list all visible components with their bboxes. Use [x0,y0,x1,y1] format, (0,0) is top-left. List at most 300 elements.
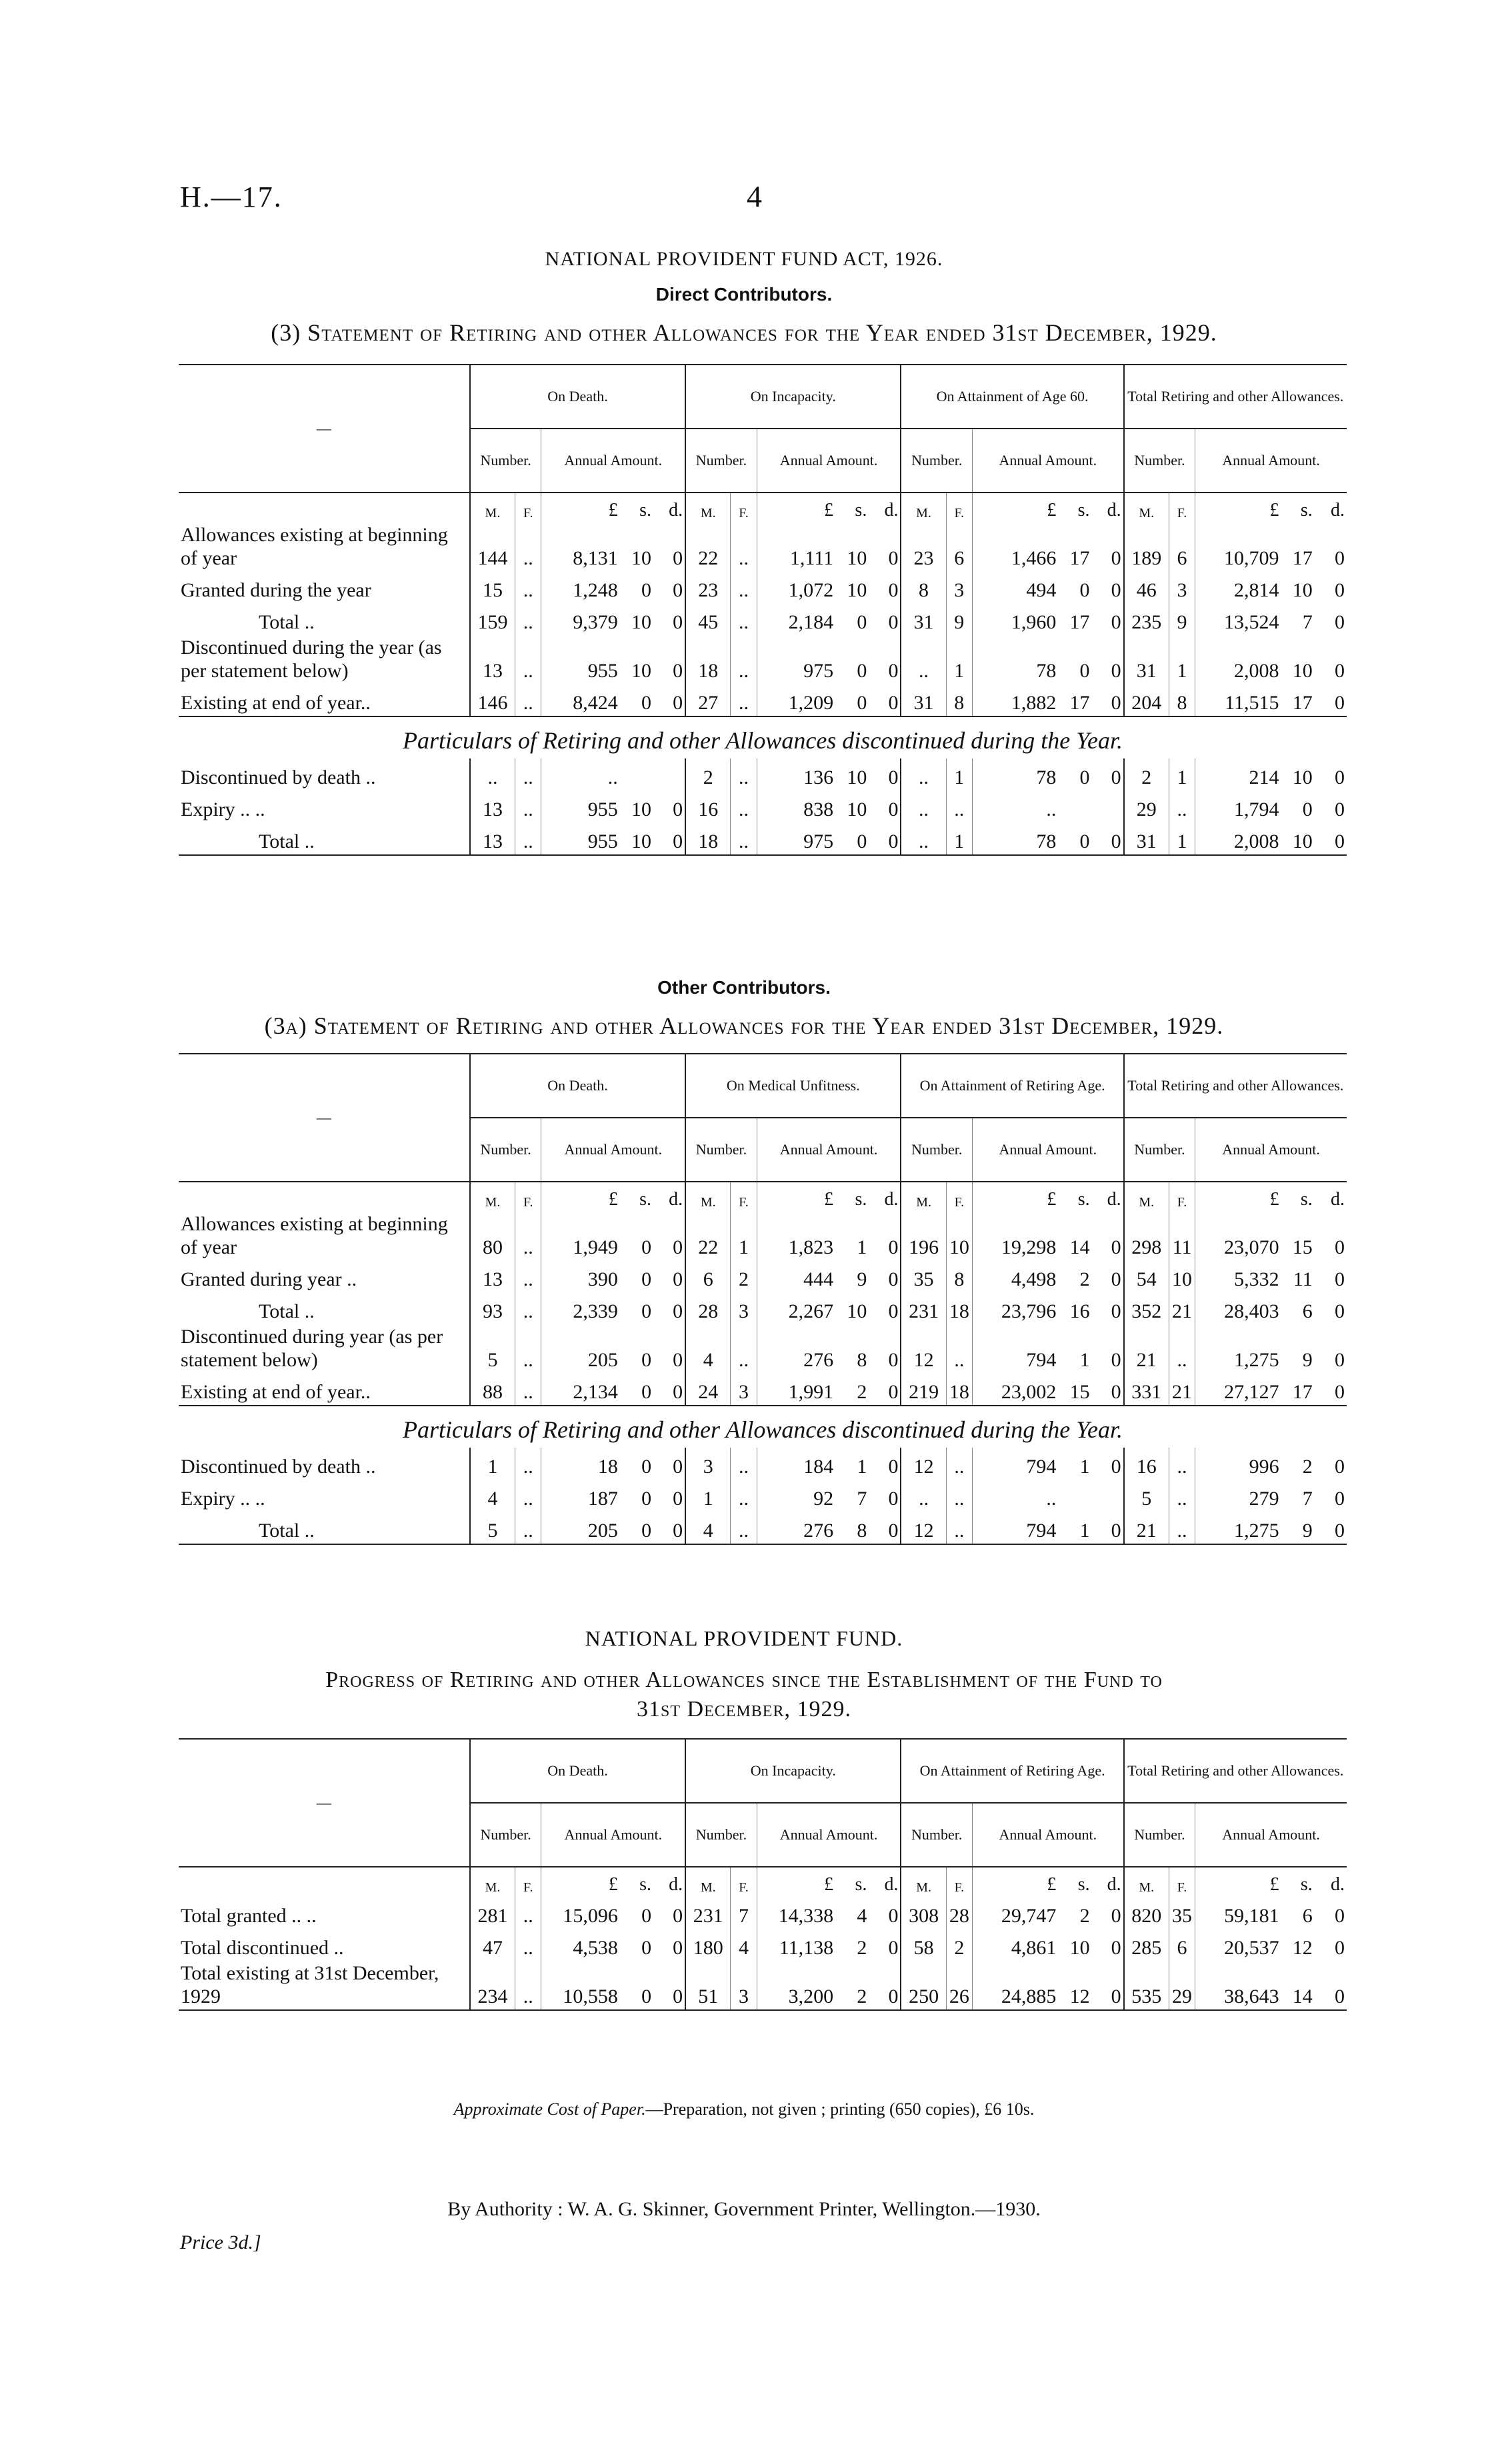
other-row-value: .. [515,1373,541,1406]
progress-row-value: 2 [857,1985,867,2007]
other-row-value: 205 [541,1324,620,1373]
other-particulars-row-value: .. [973,1480,1059,1512]
direct-row-value: 10 [847,579,867,601]
direct-row-value: 0 [673,660,683,682]
other-particulars-row [179,1448,1347,1480]
direct-row-value: 8 [946,684,972,716]
annual-amount-header: Annual Amount. [757,1803,901,1867]
other-row-value: 17 [1292,1381,1313,1403]
other-particulars-row-value: 18 [541,1448,620,1480]
direct-particulars-row-value: 0 [888,830,899,852]
unit-shillings: s. [639,1189,652,1210]
direct-row-label: Discontinued during the year (as per statement below) [181,636,442,682]
direct-row-value: 1,248 [541,571,620,603]
other-row-value: 21 [1169,1292,1195,1324]
other-particulars-row [179,1480,1347,1512]
direct-particulars-row-value: 2,008 [1195,822,1281,855]
direct-row-value: 0 [857,692,867,714]
progress-row-value: 4,861 [973,1929,1059,1961]
direct-particulars-row-value: 0 [857,830,867,852]
direct-subtitle: Direct Contributors. [655,284,833,305]
other-particulars-row-value: 21 [1124,1512,1169,1544]
direct-particulars-row-value [1092,790,1124,822]
other-row-value: 24 [685,1373,731,1406]
progress-row-label: Total granted .. .. [181,1904,317,1927]
stub-header: — [316,419,331,437]
other-particulars-row-value: 0 [673,1520,683,1542]
direct-particulars-row-value: 1 [946,822,972,855]
number-header: Number. [1124,1118,1195,1182]
direct-row [179,523,1347,571]
annual-amount-header: Annual Amount. [757,1118,901,1182]
other-row-value: 0 [1111,1349,1121,1371]
other-row-value: 1,275 [1195,1324,1281,1373]
unit-m: M. [470,493,515,523]
unit-f: F. [1169,493,1195,523]
other-particulars-row-value: 1 [685,1480,731,1512]
direct-row-value: 9 [1169,603,1195,635]
progress-row-value: 35 [1169,1897,1195,1929]
direct-row-value: 1,466 [972,523,1058,571]
progress-row-value: 0 [673,1905,683,1927]
other-particulars-row-value: 0 [888,1488,899,1510]
direct-row-value: 17 [1069,692,1090,714]
direct-row-value: 17 [1292,547,1313,569]
other-row-value: 0 [888,1268,899,1290]
unit-pound: £ [757,1867,835,1897]
progress-row-value: 2 [946,1929,972,1961]
direct-row-value: 1,960 [972,603,1058,635]
unit-shillings: s. [639,500,652,521]
other-row-value: 1,949 [541,1212,620,1260]
direct-row-value: 975 [757,635,835,684]
direct-particulars-row-value: 10 [1292,766,1313,788]
direct-particulars-row-value: 1,794 [1195,790,1281,822]
direct-particulars-row-value: 0 [1079,766,1090,788]
direct-particulars-row [179,822,1347,855]
direct-row-value: 0 [673,547,683,569]
direct-particulars-row-value: .. [515,822,541,855]
other-particulars-row-value: .. [946,1448,972,1480]
direct-row-value: 9,379 [541,603,620,635]
other-particulars-row-value: 8 [857,1520,867,1542]
other-row-value: 0 [1335,1381,1345,1403]
other-row-value: 93 [470,1292,515,1324]
direct-contributors-table [179,364,1347,856]
progress-row-value: 0 [1111,1985,1121,2007]
unit-m: M. [470,1867,515,1897]
progress-row-value: 59,181 [1195,1897,1281,1929]
other-row-value: 6 [1302,1300,1313,1322]
progress-row-value: 2 [1079,1905,1090,1927]
other-particulars-row-value: 279 [1195,1480,1281,1512]
direct-row-value: .. [731,684,757,716]
direct-row-value: 1,882 [972,684,1058,716]
group-header: On Incapacity. [685,1739,901,1803]
progress-row-value: 29,747 [973,1897,1059,1929]
progress-row-value: 6 [1169,1929,1195,1961]
progress-row-value: 3,200 [757,1961,835,2010]
unit-shillings: s. [855,1189,867,1210]
direct-row-value: 0 [1335,611,1345,633]
direct-particulars-row-value: 0 [1335,766,1345,788]
direct-row-value: 3 [946,571,972,603]
other-row-value: 1,991 [757,1373,835,1406]
other-particulars-row-value [1092,1480,1124,1512]
stub-header: — [316,1108,331,1126]
direct-row-value: 8,131 [541,523,620,571]
other-row-value: 2,339 [541,1292,620,1324]
direct-particulars-row-value: 955 [541,822,620,855]
direct-particulars-row-value: 13 [470,822,515,855]
progress-row-value: 4 [731,1929,757,1961]
other-particulars-row-value: 7 [857,1488,867,1510]
progress-row-value: 15,096 [541,1897,620,1929]
direct-particulars-row-value: .. [1169,790,1195,822]
group-header: On Incapacity. [685,365,901,429]
other-particulars-row-value: 205 [541,1512,620,1544]
direct-row-value: 17 [1292,692,1313,714]
other-row-value: 1 [857,1236,867,1258]
progress-row-value: 535 [1124,1961,1169,2010]
progress-row-value: 14 [1292,1985,1313,2007]
direct-particulars-row-value: 10 [847,766,867,788]
direct-row-value: 2,008 [1195,635,1281,684]
other-particulars-row-value: 1,275 [1195,1512,1281,1544]
other-row-value: 0 [1111,1268,1121,1290]
unit-f: F. [946,1867,972,1897]
annual-amount-header: Annual Amount. [973,1118,1124,1182]
other-particulars-row-value: 0 [888,1520,899,1542]
unit-m: M. [1124,1867,1169,1897]
other-particulars-row-value: 92 [757,1480,835,1512]
other-row [179,1373,1347,1406]
unit-m: M. [901,1867,946,1897]
direct-row-value: 23 [901,523,946,571]
other-particulars-row-value: 0 [1111,1520,1121,1542]
direct-particulars-row-value: 0 [1335,798,1345,820]
direct-row [179,571,1347,603]
other-row-value: 5 [470,1324,515,1373]
other-row-value: 10 [847,1300,867,1322]
direct-row-label: Existing at end of year.. [181,691,371,714]
unit-pence: d. [669,500,683,521]
direct-row-value: 10 [631,547,652,569]
unit-pound: £ [973,1182,1059,1212]
direct-row-value: 8,424 [541,684,620,716]
other-particulars-row-value: 2 [1302,1456,1313,1478]
direct-row [179,684,1347,716]
other-particulars-row-value: .. [515,1512,541,1544]
other-row-value: 0 [888,1349,899,1371]
other-row-value: 444 [757,1260,835,1292]
other-particulars-row-value: 794 [973,1448,1059,1480]
direct-particulars-row-value: 10 [631,798,652,820]
direct-row-value: 159 [470,603,515,635]
cost-of-paper [0,2099,1488,2119]
direct-row-value: 0 [1111,579,1121,601]
unit-f: F. [515,493,541,523]
other-particulars-row-value: 996 [1195,1448,1281,1480]
unit-pound: £ [757,493,835,523]
units-row [179,1182,1347,1212]
direct-row-value: .. [515,523,541,571]
direct-particulars-row-value: 78 [972,758,1058,790]
other-row-value: 19,298 [973,1212,1059,1260]
other-row-value: 0 [1335,1349,1345,1371]
other-row-value: 4,498 [973,1260,1059,1292]
progress-row-value: 28 [946,1897,972,1929]
direct-row-value: 10,709 [1195,523,1281,571]
other-row-value: .. [515,1324,541,1373]
direct-row-value: 3 [1169,571,1195,603]
other-particulars-row-value: 1 [1079,1520,1090,1542]
direct-row-value: 8 [1169,684,1195,716]
other-row-value: 9 [857,1268,867,1290]
direct-row-label: Total .. [259,611,315,633]
other-row-value: 12 [901,1324,946,1373]
group-header: Total Retiring and other Allowances. [1124,1054,1347,1118]
stub-header: — [316,1794,331,1811]
unit-pence: d. [1107,1189,1121,1210]
progress-row-value: 7 [731,1897,757,1929]
group-header: Total Retiring and other Allowances. [1124,365,1347,429]
unit-shillings: s. [1077,1189,1090,1210]
other-row-value: 15 [1069,1381,1090,1403]
other-row-value: 54 [1124,1260,1169,1292]
direct-row-value: 189 [1124,523,1169,571]
direct-row-value: 1,072 [757,571,835,603]
direct-particulars-row-label: Total .. [259,830,315,852]
direct-row-value: 7 [1302,611,1313,633]
other-row-value: 27,127 [1195,1373,1281,1406]
direct-particulars-row-value: 78 [972,822,1058,855]
annual-amount-header: Annual Amount. [541,1803,685,1867]
unit-pence: d. [669,1189,683,1210]
other-row-value: 80 [470,1212,515,1260]
progress-row [179,1929,1347,1961]
direct-row [179,635,1347,684]
progress-row-value: 234 [470,1961,515,2010]
direct-particulars-row-value: .. [731,790,757,822]
other-particulars-row-value: 5 [470,1512,515,1544]
direct-row-value: 46 [1124,571,1169,603]
unit-m: M. [685,1182,731,1212]
direct-particulars-row-value: .. [901,790,946,822]
other-row-value: 0 [888,1236,899,1258]
unit-pound: £ [1195,1867,1281,1897]
progress-row-value: 2 [857,1937,867,1959]
progress-row-value: 24,885 [973,1961,1059,2010]
direct-row-value: 10 [631,611,652,633]
other-row-value: 14 [1069,1236,1090,1258]
progress-row-value: 12 [1069,1985,1090,2007]
other-row-value: 0 [673,1268,683,1290]
other-particulars-row-value: 7 [1302,1488,1313,1510]
number-header: Number. [1124,429,1195,493]
number-header: Number. [685,429,757,493]
other-particulars-row-value [1058,1480,1091,1512]
progress-row-value: 0 [673,1937,683,1959]
other-particulars-row-value: 0 [641,1456,652,1478]
unit-f: F. [731,493,757,523]
other-particulars-row-value: 0 [1335,1520,1345,1542]
direct-row-value: 18 [685,635,731,684]
unit-f: F. [515,1182,541,1212]
other-particulars-row-value: 0 [641,1488,652,1510]
direct-row-value: 146 [470,684,515,716]
units-stub [179,493,470,523]
direct-particulars-row-value: 0 [1302,798,1313,820]
unit-f: F. [1169,1182,1195,1212]
unit-pound: £ [1195,493,1281,523]
direct-row-value: .. [731,571,757,603]
unit-shillings: s. [639,1874,652,1895]
other-row-value: 0 [673,1381,683,1403]
other-row-value: 13 [470,1260,515,1292]
document-reference: H.—17. [180,181,283,213]
number-header: Number. [901,1803,972,1867]
direct-row-value: 9 [946,603,972,635]
direct-particulars-row [179,758,1347,790]
particulars-title: Particulars of Retiring and other Allowances discontinued during the Year. [179,1406,1347,1448]
progress-row-value: 0 [888,1905,899,1927]
unit-pence: d. [1107,500,1121,521]
unit-pound: £ [541,1182,620,1212]
direct-row-value: 8 [901,571,946,603]
other-row-value: 298 [1124,1212,1169,1260]
direct-particulars-row-value: 955 [541,790,620,822]
other-row-value: 219 [901,1373,946,1406]
other-particulars-row [179,1512,1347,1544]
direct-particulars-row-value: 975 [757,822,835,855]
progress-row-value: 180 [685,1929,731,1961]
direct-particulars-row-value: 0 [888,798,899,820]
number-header: Number. [470,1118,541,1182]
direct-row-value: .. [515,684,541,716]
other-particulars-row-value: 16 [1124,1448,1169,1480]
direct-row-value: 0 [1335,579,1345,601]
progress-row-value: 231 [685,1897,731,1929]
number-header: Number. [901,1118,972,1182]
other-row-value: 10 [1169,1260,1195,1292]
other-row-value: 18 [946,1373,972,1406]
direct-particulars-row-value: 13 [470,790,515,822]
direct-row-value: 144 [470,523,515,571]
unit-m: M. [901,493,946,523]
direct-row-value: 10 [631,660,652,682]
direct-row-value: 15 [470,571,515,603]
direct-row-value: 0 [641,579,652,601]
progress-row-value: 4 [857,1905,867,1927]
progress-row-value: .. [515,1897,541,1929]
other-row-value: .. [946,1324,972,1373]
direct-row-value: .. [731,523,757,571]
other-particulars-row-value: .. [946,1512,972,1544]
direct-row-value: 31 [1124,635,1169,684]
progress-row-value: 0 [888,1985,899,2007]
progress-row-value: 0 [1111,1937,1121,1959]
page-number: 4 [747,179,762,213]
unit-f: F. [515,1867,541,1897]
direct-particulars-row-value: 0 [1335,830,1345,852]
other-particulars-row-value: .. [1169,1448,1195,1480]
direct-particulars-row-value: 2 [1124,758,1169,790]
other-row-value: 1 [731,1212,757,1260]
other-row-value: 0 [1335,1236,1345,1258]
other-row-value: .. [515,1212,541,1260]
direct-row-value: .. [515,635,541,684]
direct-row-value: 6 [946,523,972,571]
annual-amount-header: Annual Amount. [757,429,901,493]
direct-row-value: 1 [1169,635,1195,684]
direct-row-value: 0 [673,579,683,601]
progress-row [179,1961,1347,2010]
direct-row-value: 0 [673,692,683,714]
other-row-value: 23,796 [973,1292,1059,1324]
progress-row-value: 0 [673,1985,683,2007]
other-statement-title: (3a) Statement of Retiring and other Allowances for the Year ended 31st December, 1929. [264,1012,1224,1039]
unit-shillings: s. [1077,1874,1090,1895]
unit-pound: £ [973,1867,1059,1897]
direct-particulars-row-value: 0 [1111,830,1121,852]
other-particulars-row-label: Discontinued by death .. [181,1455,376,1478]
direct-particulars-row-value: 0 [673,830,683,852]
progress-row-value: .. [515,1961,541,2010]
units-stub [179,1182,470,1212]
other-row-value: 0 [888,1300,899,1322]
direct-particulars-row-value: .. [515,790,541,822]
other-particulars-row-value: 9 [1302,1520,1313,1542]
unit-m: M. [685,493,731,523]
direct-particulars-row-value: 2 [685,758,731,790]
annual-amount-header: Annual Amount. [1195,1118,1347,1182]
particulars-title: Particulars of Retiring and other Allowances discontinued during the Year. [179,716,1347,758]
direct-particulars-row-value: .. [541,758,620,790]
other-row-value: 0 [673,1236,683,1258]
particulars-title-row [179,1406,1347,1448]
unit-pence: d. [1331,500,1345,521]
unit-m: M. [685,1867,731,1897]
direct-row-value: 10 [1292,579,1313,601]
annual-amount-header: Annual Amount. [973,1803,1124,1867]
other-row-value: 10 [946,1212,972,1260]
direct-row-value: 2,184 [757,603,835,635]
other-row-label: Existing at end of year.. [181,1380,371,1403]
other-particulars-row-value: 5 [1124,1480,1169,1512]
direct-particulars-row-value: 1 [1169,758,1195,790]
direct-row-value: 10 [847,547,867,569]
other-row-value: 0 [641,1349,652,1371]
other-particulars-row-value: 276 [757,1512,835,1544]
direct-row-value: 13 [470,635,515,684]
progress-row-value: 51 [685,1961,731,2010]
number-header: Number. [470,1803,541,1867]
annual-amount-header: Annual Amount. [1195,429,1347,493]
number-header: Number. [470,429,541,493]
other-row-value: .. [1169,1324,1195,1373]
group-header-row [179,1054,1347,1118]
other-row-value: 0 [1111,1381,1121,1403]
direct-particulars-row-value: 16 [685,790,731,822]
direct-particulars-row-value: .. [731,758,757,790]
other-particulars-row-value: 0 [1111,1456,1121,1478]
other-particulars-row-value: 187 [541,1480,620,1512]
unit-pence: d. [884,500,899,521]
direct-particulars-row-value: 31 [1124,822,1169,855]
other-particulars-row-value: 0 [1335,1488,1345,1510]
direct-row-value: 45 [685,603,731,635]
